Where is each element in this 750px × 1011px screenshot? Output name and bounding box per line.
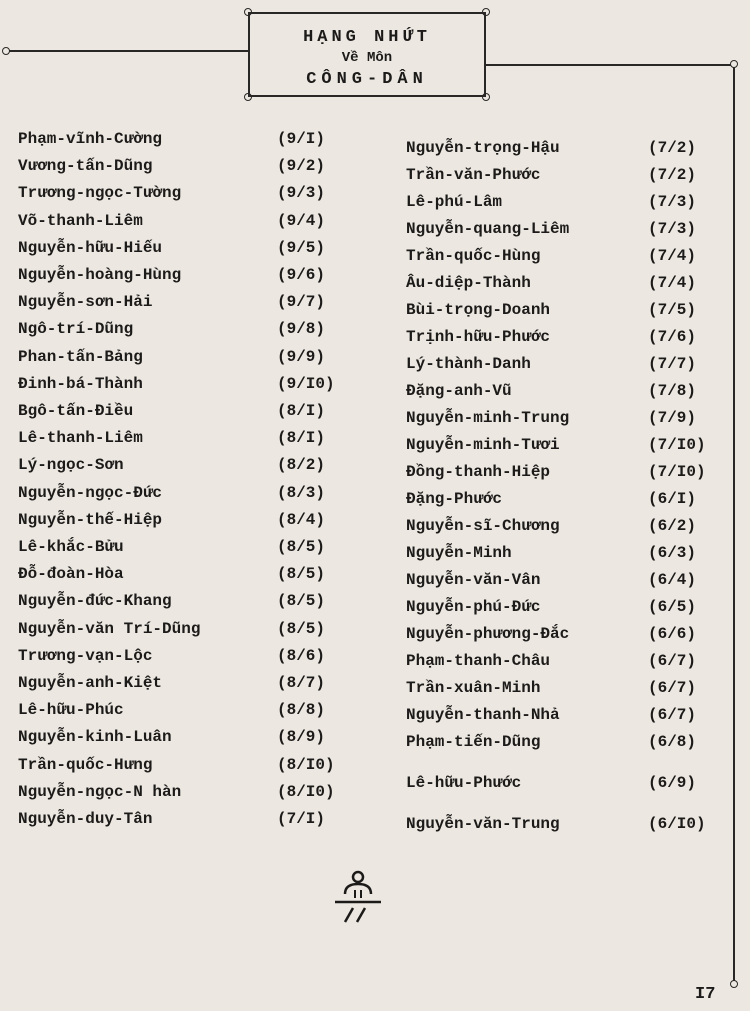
class-rank: (7/3) xyxy=(648,193,697,211)
list-item xyxy=(406,679,718,703)
student-name: Nguyễn-ngọc-N hàn xyxy=(18,782,182,801)
class-rank: (6/2) xyxy=(648,517,697,535)
student-name: Trần-quốc-Hưng xyxy=(18,755,153,774)
class-rank: (9/6) xyxy=(277,266,326,284)
list-item xyxy=(18,456,347,480)
list-item xyxy=(18,674,347,698)
list-item xyxy=(406,706,718,730)
frame-top-right-rule xyxy=(486,64,734,66)
student-name: Nguyễn-hoàng-Hùng xyxy=(18,266,182,284)
class-rank: (6/5) xyxy=(648,598,697,616)
class-rank: (7/7) xyxy=(648,355,697,373)
class-rank: (8/5) xyxy=(277,592,326,611)
list-item xyxy=(406,517,718,541)
class-rank: (9/I) xyxy=(277,130,326,148)
list-item xyxy=(406,625,718,649)
frame-right-rule xyxy=(733,64,735,984)
class-rank: (9/5) xyxy=(277,238,326,257)
class-rank: (6/7) xyxy=(648,652,697,670)
student-name: Trần-quốc-Hùng xyxy=(406,247,541,265)
class-rank: (8/2) xyxy=(277,456,326,475)
list-item xyxy=(406,274,718,298)
class-rank: (8/4) xyxy=(277,510,326,529)
class-rank: (9/9) xyxy=(277,347,326,366)
list-item xyxy=(406,166,718,190)
list-item xyxy=(18,620,347,644)
list-item xyxy=(18,701,347,725)
class-rank: (8/I0) xyxy=(277,782,335,801)
list-item xyxy=(406,490,718,514)
student-name: Nguyễn-thanh-Nhả xyxy=(406,706,560,724)
subject-title: CÔNG-DÂN xyxy=(306,70,428,89)
list-item xyxy=(18,756,347,780)
frame-dot-left xyxy=(2,47,10,55)
class-rank: (6/3) xyxy=(648,544,697,562)
frame-dot-bottom-right xyxy=(730,980,738,988)
list-item xyxy=(406,733,718,757)
student-name: Nguyễn-văn-Vân xyxy=(406,571,541,589)
class-rank: (8/5) xyxy=(277,565,326,584)
student-name: Võ-thanh-Liêm xyxy=(18,211,143,230)
student-name: Đặng-anh-Vũ xyxy=(406,382,512,400)
list-item xyxy=(18,728,347,752)
student-name: Nguyễn-anh-Kiệt xyxy=(18,674,163,692)
student-name: Đặng-Phước xyxy=(406,490,503,508)
class-rank: (6/I) xyxy=(648,490,697,508)
student-name: Phạm-tiến-Dũng xyxy=(406,733,541,751)
class-rank: (8/I) xyxy=(277,402,326,420)
list-item xyxy=(18,810,347,834)
list-item xyxy=(406,598,718,622)
list-item xyxy=(406,815,718,839)
class-rank: (8/9) xyxy=(277,728,326,747)
class-rank: (6/4) xyxy=(648,571,697,589)
class-rank: (6/7) xyxy=(648,679,697,697)
list-item xyxy=(406,571,718,595)
student-name: Nguyễn-văn-Trung xyxy=(406,815,560,833)
list-item xyxy=(18,484,347,508)
list-item xyxy=(18,239,347,263)
student-name: Đồng-thanh-Hiệp xyxy=(406,463,551,481)
student-name: Lê-hữu-Phúc xyxy=(18,701,124,720)
student-name: Nguyễn-ngọc-Đức xyxy=(18,483,163,502)
class-rank: (7/I0) xyxy=(648,436,706,454)
student-name: Vương-tấn-Dũng xyxy=(18,157,153,176)
student-name: Nguyễn-thế-Hiệp xyxy=(18,510,163,529)
student-name: Nguyễn-hữu-Hiếu xyxy=(18,238,163,257)
frame-dot-top-right xyxy=(730,60,738,68)
class-rank: (7/2) xyxy=(648,139,697,157)
list-item xyxy=(406,301,718,325)
class-rank: (8/I) xyxy=(277,429,326,448)
student-name: Đỗ-đoàn-Hòa xyxy=(18,565,124,584)
student-name: Nguyễn-minh-Tươi xyxy=(406,436,560,454)
class-rank: (8/5) xyxy=(277,619,326,638)
class-rank: (9/3) xyxy=(277,184,326,203)
student-name: Lê-hữu-Phước xyxy=(406,774,522,792)
student-name: Trần-xuân-Minh xyxy=(406,679,541,697)
list-item xyxy=(18,375,347,399)
class-rank: (8/6) xyxy=(277,646,326,665)
class-rank: (7/4) xyxy=(648,247,697,265)
student-name: Nguyễn-quang-Liêm xyxy=(406,220,570,238)
student-name: Phạm-vĩnh-Cường xyxy=(18,130,163,148)
student-name: Nguyễn-duy-Tân xyxy=(18,810,153,828)
list-item xyxy=(18,130,347,154)
class-rank: (6/I0) xyxy=(648,815,706,833)
list-item xyxy=(18,320,347,344)
student-name: Lý-ngọc-Sơn xyxy=(18,456,124,475)
class-rank: (6/7) xyxy=(648,706,697,724)
student-name: Lê-phú-Lâm xyxy=(406,193,503,211)
class-rank: (8/7) xyxy=(277,674,326,692)
class-rank: (7/3) xyxy=(648,220,697,238)
class-rank: (7/I) xyxy=(277,810,326,828)
class-rank: (7/8) xyxy=(648,382,697,400)
student-name: Lê-thanh-Liêm xyxy=(18,429,143,448)
class-rank: (7/6) xyxy=(648,328,697,346)
class-rank: (8/I0) xyxy=(277,755,335,774)
student-name: Nguyễn-đức-Khang xyxy=(18,592,172,611)
student-name: Nguyễn-sĩ-Chương xyxy=(406,517,560,535)
class-rank: (7/2) xyxy=(648,166,697,184)
list-item xyxy=(18,266,347,290)
class-rank: (7/4) xyxy=(648,274,697,292)
student-name: Lý-thành-Danh xyxy=(406,355,531,373)
list-item xyxy=(406,652,718,676)
student-name: Nguyễn-kinh-Luân xyxy=(18,728,172,747)
student-name: Trương-ngọc-Tường xyxy=(18,184,182,203)
class-rank: (9/2) xyxy=(277,157,326,176)
class-rank: (9/4) xyxy=(277,211,326,230)
student-name: Lê-khắc-Bửu xyxy=(18,538,124,556)
list-item xyxy=(18,293,347,317)
list-item xyxy=(18,592,347,616)
list-item xyxy=(406,328,718,352)
class-rank: (8/5) xyxy=(277,538,326,556)
page-subtitle: Về Môn xyxy=(341,50,393,66)
ornament-icon xyxy=(333,868,383,928)
list-item xyxy=(406,139,718,163)
student-name: Trương-vạn-Lộc xyxy=(18,646,153,665)
student-name: Nguyễn-phương-Đắc xyxy=(406,625,570,643)
list-item xyxy=(406,355,718,379)
class-rank: (9/7) xyxy=(277,293,326,312)
class-rank: (7/I0) xyxy=(648,463,706,481)
student-name: Đinh-bá-Thành xyxy=(18,374,143,393)
student-name: Nguyễn-văn Trí-Dũng xyxy=(18,619,201,638)
list-item xyxy=(406,247,718,271)
list-item xyxy=(406,463,718,487)
class-rank: (6/9) xyxy=(648,774,697,792)
page-number: I7 xyxy=(695,985,716,1004)
student-name: Bgô-tấn-Điều xyxy=(18,402,134,420)
class-rank: (9/I0) xyxy=(277,374,335,393)
list-item xyxy=(18,565,347,589)
class-rank: (8/3) xyxy=(277,483,326,502)
list-item xyxy=(18,402,347,426)
class-rank: (9/8) xyxy=(277,320,326,339)
list-item xyxy=(406,220,718,244)
class-rank: (6/8) xyxy=(648,733,697,751)
student-name: Nguyễn-minh-Trung xyxy=(406,409,570,427)
list-item xyxy=(406,544,718,568)
student-name: Phạm-thanh-Châu xyxy=(406,652,551,670)
student-name: Phan-tấn-Bảng xyxy=(18,347,143,366)
list-item xyxy=(18,348,347,372)
list-item xyxy=(18,429,347,453)
list-item xyxy=(18,212,347,236)
frame-top-left-rule xyxy=(6,50,248,52)
list-item xyxy=(18,184,347,208)
list-item xyxy=(18,538,347,562)
title-box xyxy=(248,12,486,97)
class-rank: (8/8) xyxy=(277,701,326,720)
page-title: HẠNG NHỨT xyxy=(303,28,431,47)
list-item xyxy=(406,409,718,433)
student-name: Nguyễn-Minh xyxy=(406,544,512,562)
student-name: Nguyễn-sơn-Hải xyxy=(18,293,153,312)
list-item xyxy=(406,382,718,406)
list-item xyxy=(18,783,347,807)
class-rank: (7/9) xyxy=(648,409,697,427)
list-item xyxy=(406,774,718,798)
student-name: Trần-văn-Phước xyxy=(406,166,541,184)
student-name: Âu-diệp-Thành xyxy=(406,274,531,292)
student-name: Nguyễn-trọng-Hậu xyxy=(406,139,560,157)
list-item xyxy=(18,647,347,671)
list-item xyxy=(18,511,347,535)
class-rank: (7/5) xyxy=(648,301,697,319)
student-name: Nguyễn-phú-Đức xyxy=(406,598,541,616)
class-rank: (6/6) xyxy=(648,625,697,643)
student-name: Ngô-trí-Dũng xyxy=(18,320,134,339)
student-name: Trịnh-hữu-Phước xyxy=(406,328,551,346)
student-name: Bùi-trọng-Doanh xyxy=(406,301,551,319)
list-item xyxy=(18,157,347,181)
list-item xyxy=(406,436,718,460)
list-item xyxy=(406,193,718,217)
